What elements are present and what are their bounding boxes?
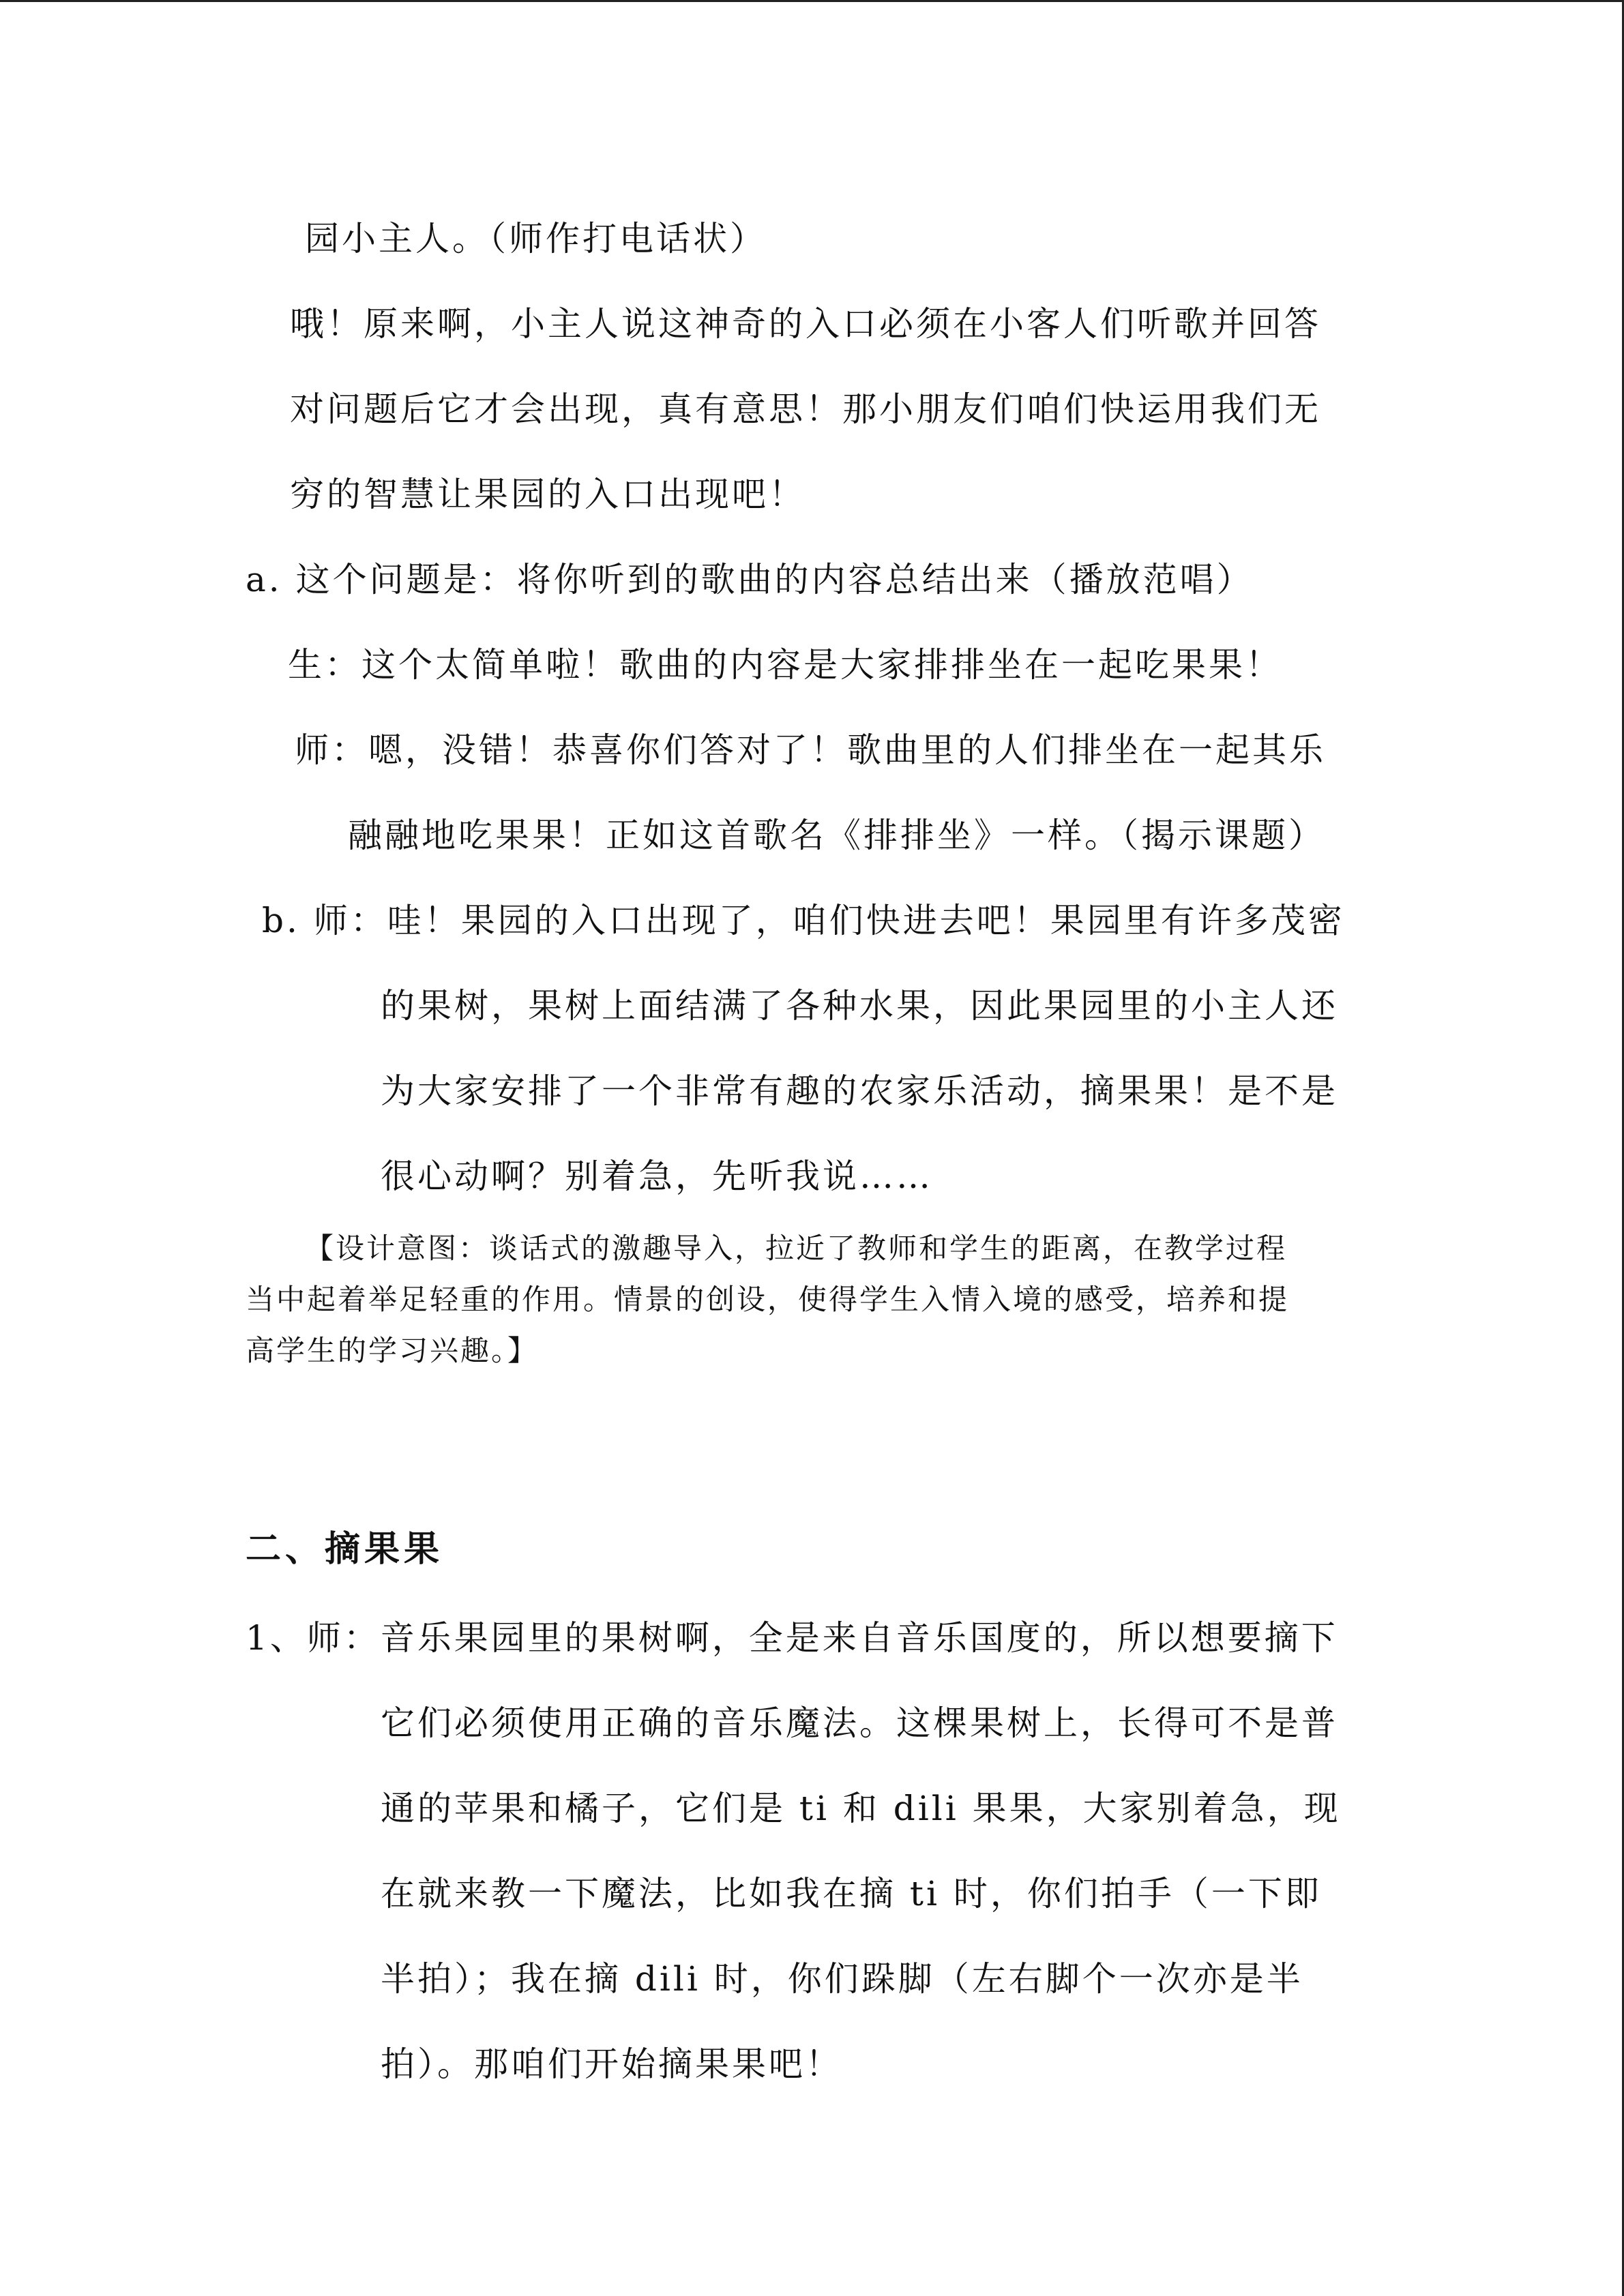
teacher-b-line-3: 为大家安排了一个非常有趣的农家乐活动，摘果果！是不是 — [381, 1071, 1338, 1111]
section2-line-3: 通的苹果和橘子，它们是 ti 和 dili 果果，大家别着急，现 — [381, 1789, 1341, 1828]
intro-line-2: 哦！原来啊，小主人说这神奇的入口必须在小客人们听歌并回答 — [290, 304, 1321, 344]
section-heading: 二、摘果果 — [246, 1529, 444, 1570]
section2-line-4: 在就来教一下魔法，比如我在摘 ti 时，你们拍手（一下即 — [381, 1874, 1322, 1913]
section2-line-6: 拍）。那咱们开始摘果果吧！ — [381, 2044, 842, 2084]
section2-line-2: 它们必须使用正确的音乐魔法。这棵果树上，长得可不是普 — [381, 1703, 1338, 1743]
page-top-border — [0, 0, 1624, 2]
design-intent-line-2: 当中起着举足轻重的作用。情景的创设，使得学生入情入境的感受，培养和提 — [246, 1283, 1290, 1316]
section2-line-1: 1、师：音乐果园里的果树啊，全是来自音乐国度的，所以想要摘下 — [246, 1618, 1338, 1658]
question-a-line: a. 这个问题是：将你听到的歌曲的内容总结出来（播放范唱） — [246, 560, 1254, 599]
intro-line-4: 穷的智慧让果园的入口出现吧！ — [290, 475, 806, 514]
teacher-b-line-1: b. 师：哇！果园的入口出现了，咱们快进去吧！果园里有许多茂密 — [262, 901, 1345, 940]
design-intent-line-3: 高学生的学习兴趣。】 — [246, 1334, 539, 1367]
teacher-reply-line-2: 融融地吃果果！正如这首歌名《排排坐》一样。（揭示课题） — [348, 816, 1325, 855]
teacher-b-line-4: 很心动啊？别着急，先听我说…… — [381, 1157, 933, 1196]
intro-line-1: 园小主人。（师作打电话状） — [305, 219, 767, 258]
teacher-reply-line-1: 师：嗯，没错！恭喜你们答对了！歌曲里的人们排坐在一起其乐 — [295, 730, 1326, 770]
section2-line-5: 半拍）；我在摘 dili 时，你们跺脚（左右脚个一次亦是半 — [381, 1959, 1303, 1999]
student-answer-line: 生：这个太简单啦！歌曲的内容是大家排排坐在一起吃果果！ — [288, 645, 1282, 685]
intro-line-3: 对问题后它才会出现，真有意思！那小朋友们咱们快运用我们无 — [290, 389, 1321, 429]
design-intent-line-1: 【设计意图：谈话式的激趣导入，拉近了教师和学生的距离，在教学过程 — [305, 1232, 1288, 1265]
teacher-b-line-2: 的果树，果树上面结满了各种水果，因此果园里的小主人还 — [381, 986, 1338, 1026]
